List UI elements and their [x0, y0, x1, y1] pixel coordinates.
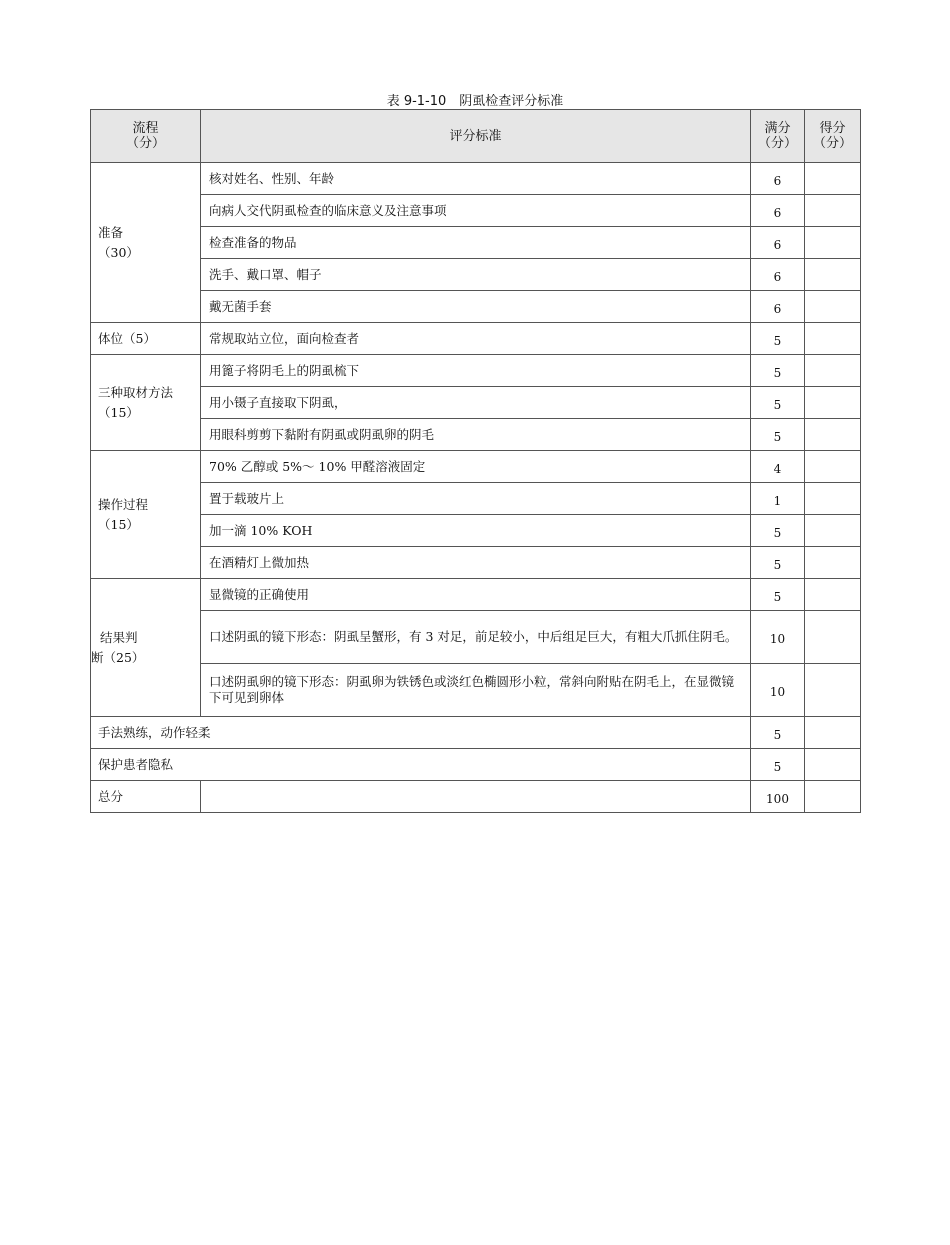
criteria-cell: 显微镜的正确使用 — [201, 579, 751, 611]
total-full-score: 100 — [751, 781, 805, 813]
full-score-cell: 5 — [751, 749, 805, 781]
process-prep: 准备 （30） — [91, 163, 201, 323]
criteria-cell: 用眼科剪剪下黏附有阴虱或阴虱卵的阴毛 — [201, 419, 751, 451]
table-row — [91, 419, 861, 451]
total-label: 总分 — [91, 781, 201, 813]
process-sampling: 三种取材方法 （15） — [91, 355, 201, 451]
table-row — [91, 664, 861, 717]
full-score-cell: 6 — [751, 259, 805, 291]
table-row — [91, 195, 861, 227]
criteria-cell: 口述阴虱卵的镜下形态：阴虱卵为铁锈色或淡红色椭圆形小粒，常斜向附贴在阴毛上，在显微镜下可见到卵体 — [201, 664, 751, 717]
full-score-cell: 6 — [751, 163, 805, 195]
score-cell[interactable] — [805, 483, 861, 515]
score-cell[interactable] — [805, 781, 861, 813]
table-row — [91, 483, 861, 515]
criteria-cell: 70% 乙醇或 5%～ 10% 甲醛溶液固定 — [201, 451, 751, 483]
full-score-cell: 5 — [751, 579, 805, 611]
full-score-cell: 10 — [751, 611, 805, 664]
criteria-cell — [201, 781, 751, 813]
score-cell[interactable] — [805, 611, 861, 664]
full-score-cell: 5 — [751, 355, 805, 387]
full-score-cell: 5 — [751, 717, 805, 749]
criteria-cell: 戴无菌手套 — [201, 291, 751, 323]
table-title: 表 9-1-10 阴虱检查评分标准 — [386, 94, 564, 109]
criteria-cell: 洗手、戴口罩、帽子 — [201, 259, 751, 291]
score-cell[interactable] — [805, 419, 861, 451]
table-row — [91, 451, 861, 483]
full-score-cell: 5 — [751, 547, 805, 579]
full-score-cell: 6 — [751, 195, 805, 227]
header-full-score: 满分 （分） — [751, 110, 805, 163]
header-criteria: 评分标准 — [201, 110, 751, 163]
table-row — [91, 547, 861, 579]
table-row — [91, 323, 861, 355]
score-cell[interactable] — [805, 323, 861, 355]
score-cell[interactable] — [805, 579, 861, 611]
criteria-cell: 核对姓名、性别、年龄 — [201, 163, 751, 195]
score-cell[interactable] — [805, 664, 861, 717]
table-row — [91, 291, 861, 323]
full-score-cell: 1 — [751, 483, 805, 515]
table-row — [91, 355, 861, 387]
criteria-cell: 保护患者隐私 — [91, 749, 751, 781]
score-cell[interactable] — [805, 195, 861, 227]
table-row — [91, 227, 861, 259]
process-operation: 操作过程 （15） — [91, 451, 201, 579]
table-row — [91, 579, 861, 611]
score-cell[interactable] — [805, 515, 861, 547]
score-cell[interactable] — [805, 259, 861, 291]
score-cell[interactable] — [805, 717, 861, 749]
criteria-cell: 用小镊子直接取下阴虱， — [201, 387, 751, 419]
criteria-cell: 加一滴 10% KOH — [201, 515, 751, 547]
full-score-cell: 5 — [751, 419, 805, 451]
header-score: 得分 （分） — [805, 110, 861, 163]
full-score-cell: 6 — [751, 227, 805, 259]
full-score-cell: 6 — [751, 291, 805, 323]
table-row — [91, 717, 861, 749]
criteria-cell: 向病人交代阴虱检查的临床意义及注意事项 — [201, 195, 751, 227]
criteria-cell: 常规取站立位，面向检查者 — [201, 323, 751, 355]
criteria-cell: 检查准备的物品 — [201, 227, 751, 259]
table-row — [91, 259, 861, 291]
full-score-cell: 4 — [751, 451, 805, 483]
header-process: 流程 （分） — [91, 110, 201, 163]
scoring-table — [90, 109, 861, 813]
score-cell[interactable] — [805, 451, 861, 483]
full-score-cell: 10 — [751, 664, 805, 717]
score-cell[interactable] — [805, 749, 861, 781]
criteria-cell: 口述阴虱的镜下形态：阴虱呈蟹形，有 3 对足，前足较小，中后组足巨大，有粗大爪抓住阴毛。 — [201, 611, 751, 664]
total-row — [91, 781, 861, 813]
table-row — [91, 611, 861, 664]
process-result: 结果判 断（25） — [91, 579, 201, 717]
table-row — [91, 163, 861, 195]
score-cell[interactable] — [805, 387, 861, 419]
full-score-cell: 5 — [751, 515, 805, 547]
criteria-cell: 用篦子将阴毛上的阴虱梳下 — [201, 355, 751, 387]
full-score-cell: 5 — [751, 387, 805, 419]
score-cell[interactable] — [805, 355, 861, 387]
table-row — [91, 387, 861, 419]
score-cell[interactable] — [805, 291, 861, 323]
score-cell[interactable] — [805, 547, 861, 579]
full-score-cell: 5 — [751, 323, 805, 355]
table-row — [91, 515, 861, 547]
criteria-cell: 在酒精灯上微加热 — [201, 547, 751, 579]
process-position: 体位（5） — [91, 323, 201, 355]
score-cell[interactable] — [805, 227, 861, 259]
score-cell[interactable] — [805, 163, 861, 195]
table-row — [91, 749, 861, 781]
criteria-cell: 置于载玻片上 — [201, 483, 751, 515]
criteria-cell: 手法熟练，动作轻柔 — [91, 717, 751, 749]
